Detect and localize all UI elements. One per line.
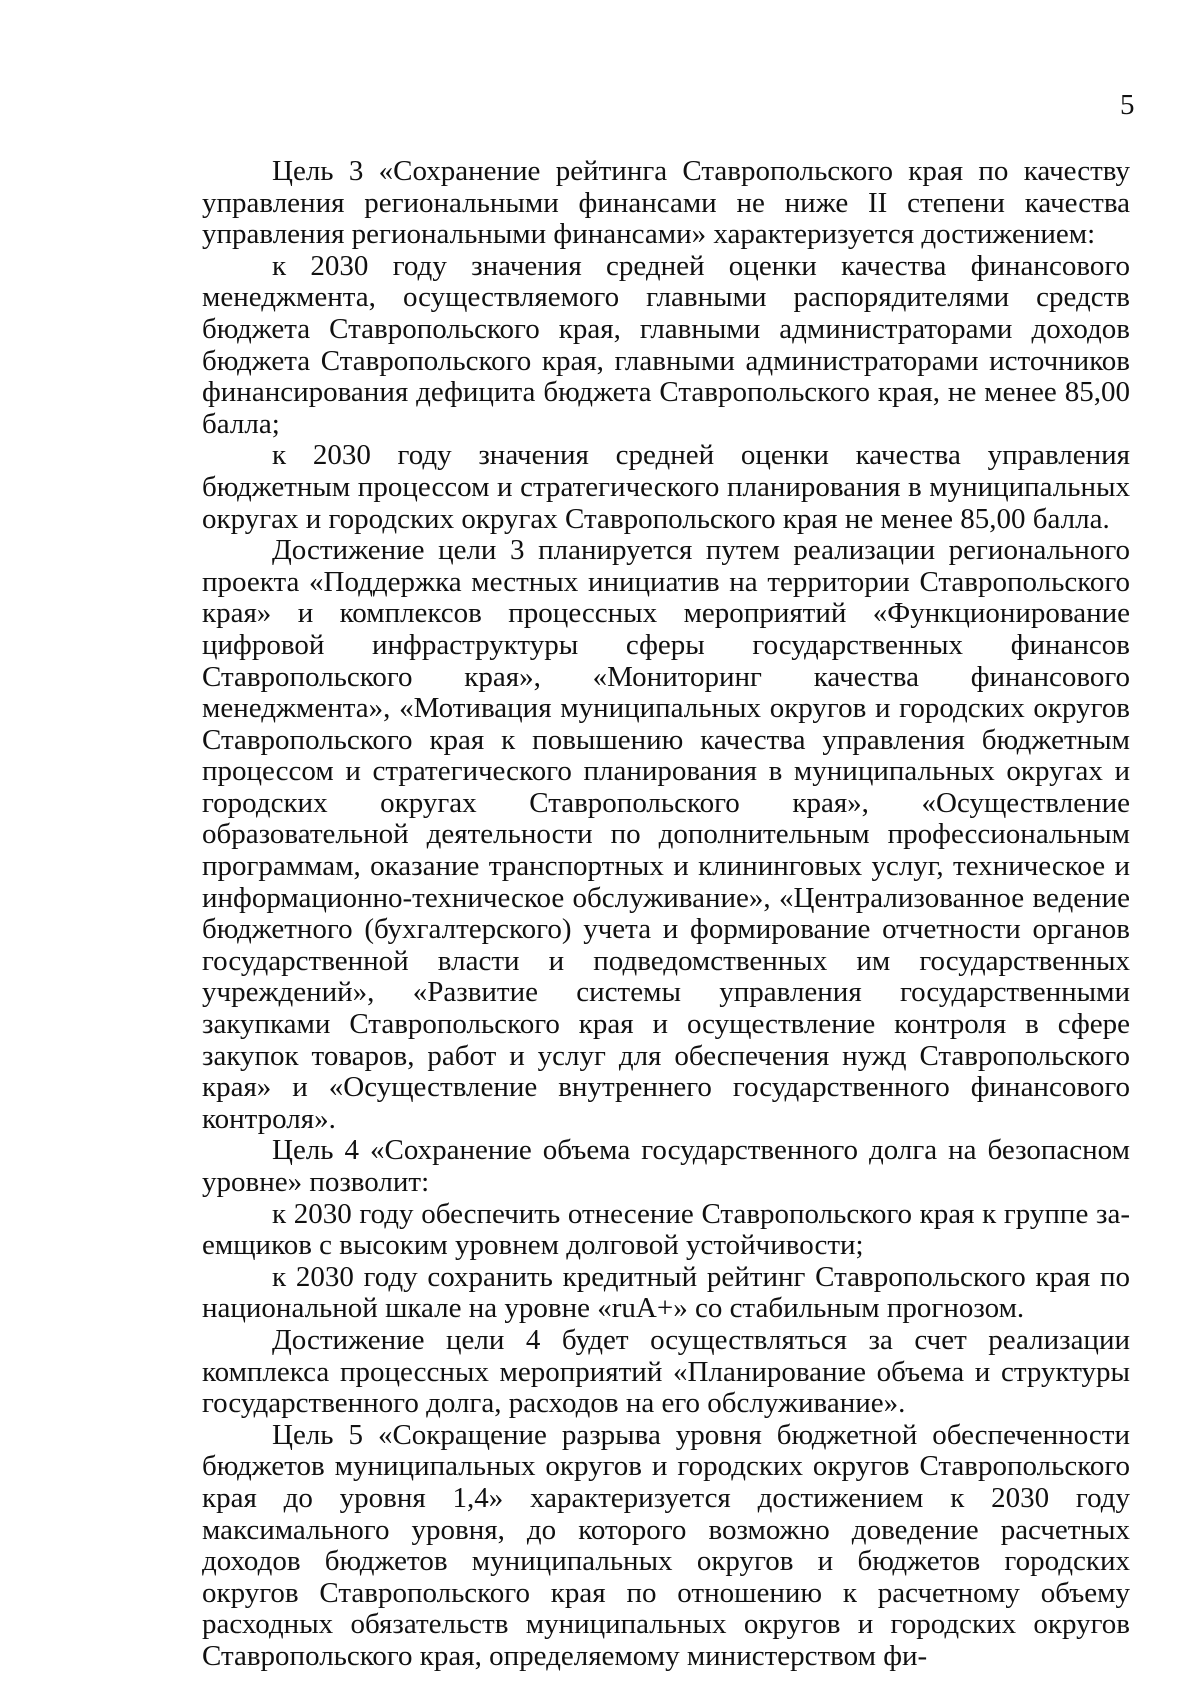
document-body — [202, 156, 1130, 1673]
paragraph-goal-3-item-1: к 2030 году значения средней оценки качества финансового менеджмента, осуществляемого главными распорядителями средств бюджета Ставропольского края, главными администраторами доходов бюджета Ставропольского края, главными администраторами источников финансирования дефицита бюджета Ставропольского края, не менее 85,00 балла; — [202, 249, 1130, 440]
paragraph-goal-3-achievement: Достижение цели 3 планируется путем реализации регионального проекта «Поддержка местных инициатив на территории Ставропольского края» и комплексов процессных мероприятий «Функционирование цифровой инфраструктуры сферы государственных финансов Ставропольского края», «Мониторинг качества финансового менеджмента», «Мотивация муниципальных округов и городских округов Ставропольского края к повышению качества управления бюджетным процессом и стратегического планирования в муниципальных округах и городских округах Ставропольского края», «Осуществление образовательной деятельности по дополнительным профессиональным программам, оказание транспортных и клининговых услуг, техническое и информационно-техническое обслуживание», «Централизованное ведение бюджетного (бухгалтерского) учета и формирование отчетности органов государственной власти и подведомственных им государственных учреждений», «Развитие системы управления государственными закупками Ставропольского края и осуществление контроля в сфере закупок товаров, работ и услуг для обеспечения нужд Ставропольского края» и «Осуществление внутреннего государственного финансового контроля». — [202, 534, 1130, 1135]
paragraph-goal-5-intro: Цель 5 «Сокращение разрыва уровня бюджетной обеспеченности бюджетов муниципальных округов и городских округов Ставропольского края до уровня 1,4» характеризуется достижением к 2030 году максимального уровня, до которого возможно доведение расчетных доходов бюджетов муниципальных округов и бюджетов городских округов Ставропольского края по отношению к расчетному объему расходных обязательств муниципальных округов и городских округов Ставропольского края, определяемому министерством фи- — [202, 1418, 1130, 1672]
paragraph-goal-4-item-2: к 2030 году сохранить кредитный рейтинг Ставропольского края по национальной шкале на уровне «ruA+» со стабильным прогнозом. — [202, 1260, 1130, 1325]
paragraph-goal-4-item-1: к 2030 году обеспечить отнесение Ставропольского края к группе заемщиков с высоким уровнем долговой устойчивости; — [202, 1197, 1130, 1262]
paragraph-goal-3-item-2: к 2030 году значения средней оценки качества управления бюджетным процессом и стратегического планирования в муниципальных округах и городских округах Ставропольского края не менее 85,00 балла. — [202, 439, 1130, 535]
page-number: 5 — [1120, 89, 1135, 121]
paragraph-goal-3-intro: Цель 3 «Сохранение рейтинга Ставропольского края по качеству управления региональными финансами не ниже II степени качества управления региональными финансами» характеризуется достижением: — [202, 155, 1130, 251]
paragraph-goal-4-achievement: Достижение цели 4 будет осуществляться за счет реализации комплекса процессных мероприятий «Планирование объема и структуры государственного долга, расходов на его обслуживание». — [202, 1323, 1130, 1420]
paragraph-goal-4-intro: Цель 4 «Сохранение объема государственного долга на безопасном уровне» позволит: — [202, 1134, 1130, 1198]
